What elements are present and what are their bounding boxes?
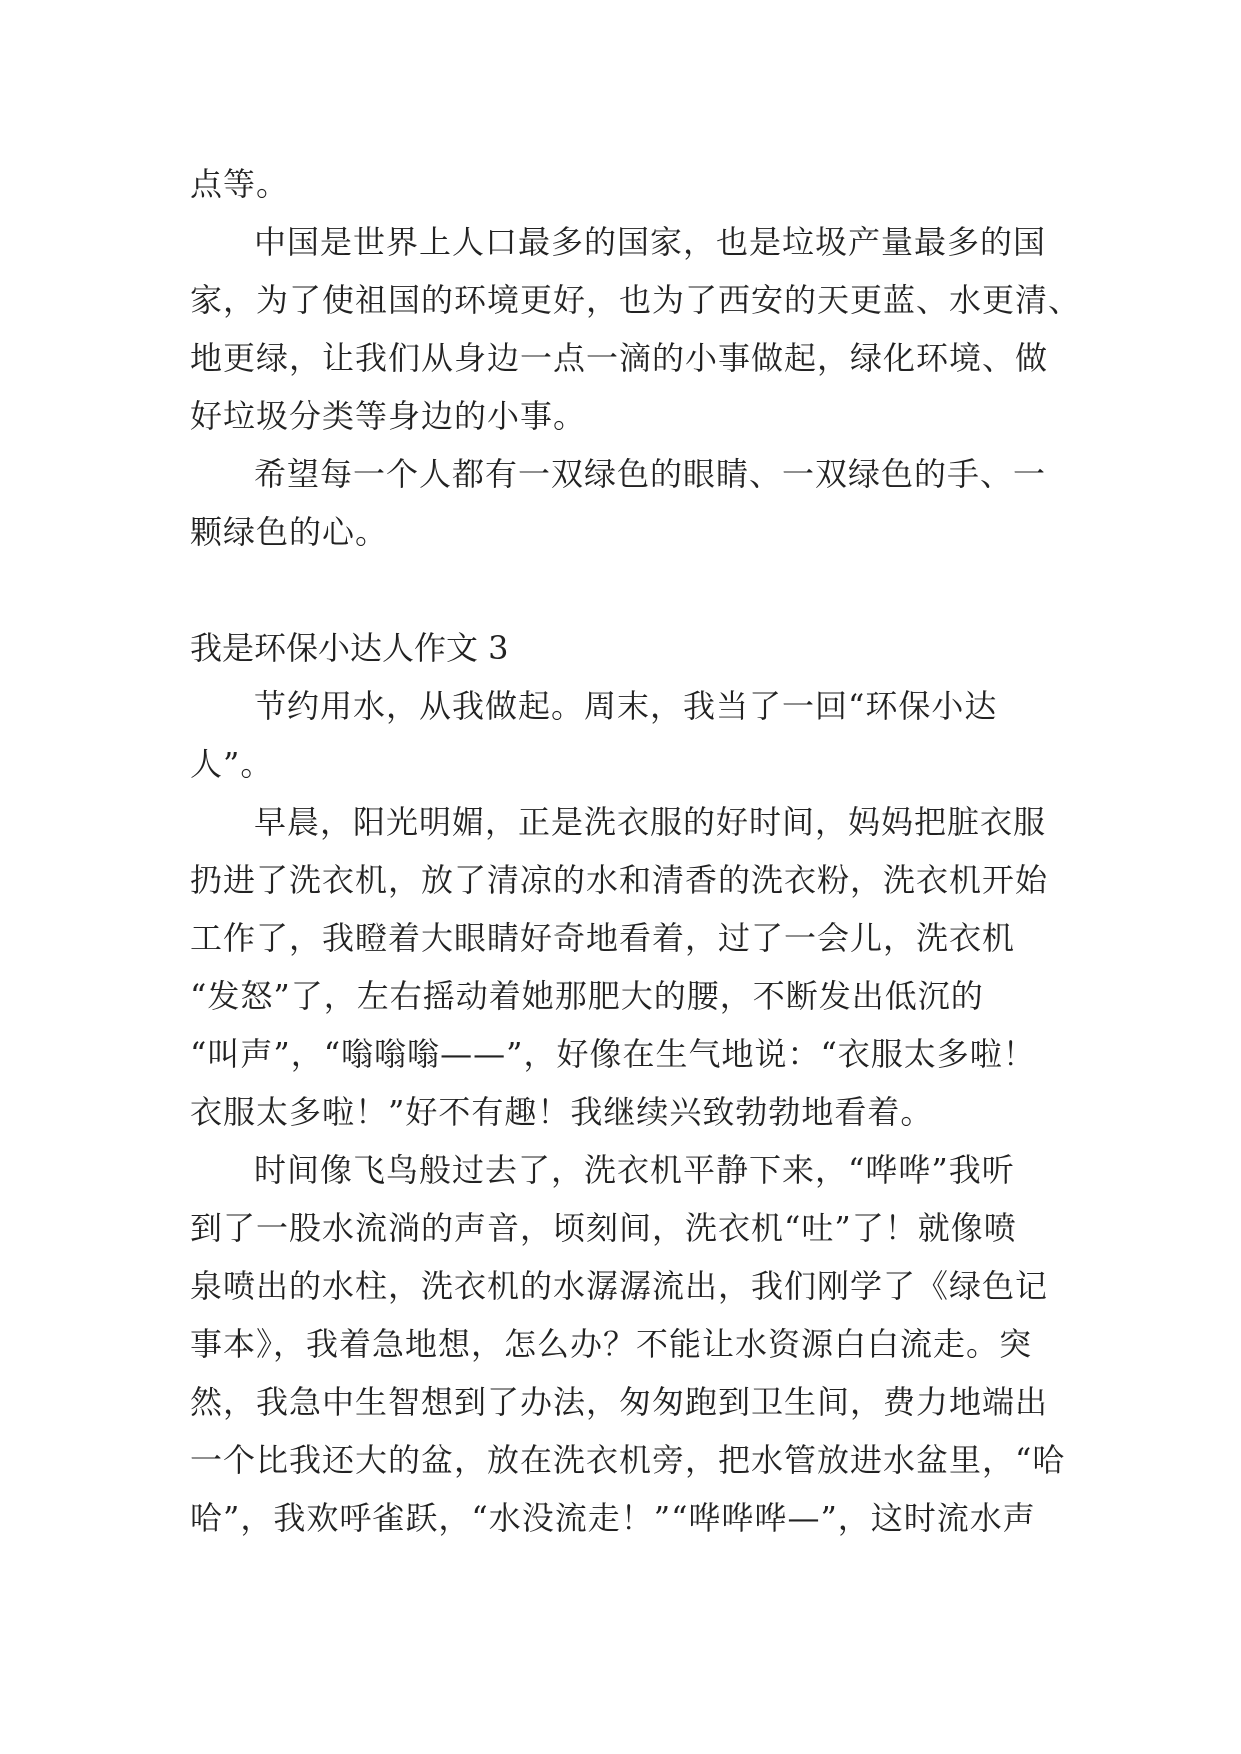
paragraph-line: 好垃圾分类等身边的小事。 <box>190 397 587 435</box>
paragraph-line: 扔进了洗衣机，放了清凉的水和清香的洗衣粉，洗衣机开始 <box>190 861 1049 899</box>
paragraph-line: 节约用水，从我做起。周末，我当了一回“环保小达 <box>254 687 998 725</box>
paragraph-line: 到了一股水流淌的声音，顷刻间，洗衣机“吐”了！就像喷 <box>190 1209 1017 1247</box>
paragraph-line: 一个比我还大的盆，放在洗衣机旁，把水管放进水盆里，“哈 <box>190 1441 1066 1479</box>
paragraph-line: 时间像飞鸟般过去了，洗衣机平静下来，“哗哗”我听 <box>254 1151 1015 1189</box>
paragraph-line: 颗绿色的心。 <box>190 513 389 551</box>
paragraph-line: 地更绿，让我们从身边一点一滴的小事做起，绿化环境、做 <box>190 339 1049 377</box>
paragraph-line: 家，为了使祖国的环境更好，也为了西安的天更蓝、水更清、 <box>190 281 1082 319</box>
paragraph-line: 衣服太多啦！”好不有趣！我继续兴致勃勃地看着。 <box>190 1093 934 1131</box>
paragraph-line: 然，我急中生智想到了办法，匆匆跑到卫生间，费力地端出 <box>190 1383 1049 1421</box>
paragraph-line: 泉喷出的水柱，洗衣机的水潺潺流出，我们刚学了《绿色记 <box>190 1267 1049 1305</box>
paragraph-line: 点等。 <box>190 165 290 203</box>
essay-heading: 我是环保小达人作文 3 <box>190 629 509 667</box>
paragraph-line: 人”。 <box>190 745 274 783</box>
paragraph-line: 希望每一个人都有一双绿色的眼睛、一双绿色的手、一 <box>254 455 1047 493</box>
paragraph-line: 事本》，我着急地想，怎么办？不能让水资源白白流走。突 <box>190 1325 1033 1363</box>
paragraph-line: 早晨，阳光明媚，正是洗衣服的好时间，妈妈把脏衣服 <box>254 803 1047 841</box>
paragraph-line: “叫声”，“嗡嗡嗡——”，好像在生气地说：“衣服太多啦！ <box>190 1035 1036 1073</box>
paragraph-line: 工作了，我瞪着大眼睛好奇地看着，过了一会儿，洗衣机 <box>190 919 1016 957</box>
paragraph-line: 中国是世界上人口最多的国家，也是垃圾产量最多的国 <box>254 223 1047 261</box>
paragraph-line: 哈”，我欢呼雀跃，“水没流走！”“哗哗哗—”，这时流水声 <box>190 1499 1036 1537</box>
paragraph-line: “发怒”了，左右摇动着她那肥大的腰，不断发出低沉的 <box>190 977 984 1015</box>
